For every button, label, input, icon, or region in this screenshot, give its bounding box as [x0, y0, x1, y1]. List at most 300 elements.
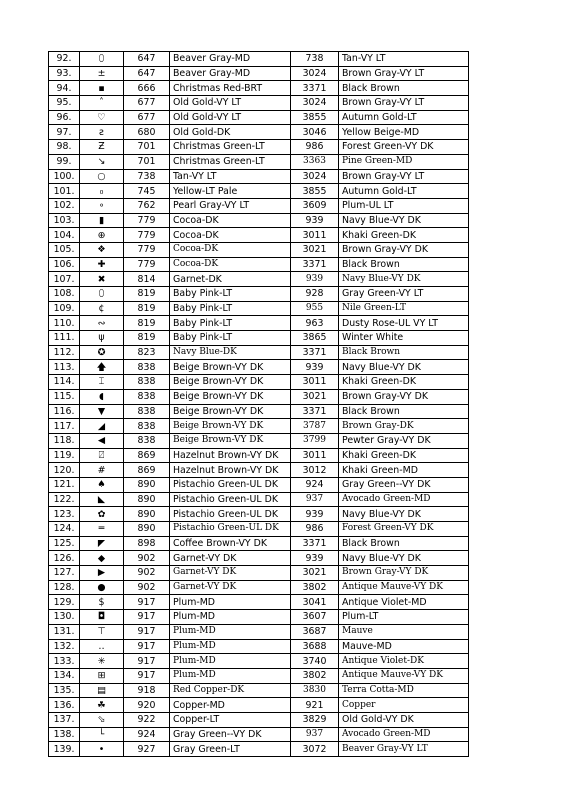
- table-row: [49, 698, 469, 713]
- table-row: [49, 213, 469, 228]
- row-number: 100.: [49, 169, 80, 184]
- secondary-color-code: 3021: [291, 242, 339, 257]
- secondary-color-name: Winter White: [339, 331, 469, 346]
- pattern-symbol: ∾: [80, 316, 124, 331]
- row-number: 105.: [49, 242, 80, 257]
- table-body: [49, 52, 469, 757]
- table-row: [49, 448, 469, 463]
- primary-color-name: Copper-LT: [170, 712, 291, 727]
- primary-color-name: Old Gold-VY LT: [170, 110, 291, 125]
- primary-color-name: Beige Brown-VY DK: [170, 375, 291, 390]
- row-number: 119.: [49, 448, 80, 463]
- primary-color-code: 647: [124, 66, 170, 81]
- secondary-color-name: Copper: [339, 698, 469, 713]
- primary-color-code: 924: [124, 727, 170, 742]
- row-number: 113.: [49, 360, 80, 375]
- table-row: [49, 522, 469, 537]
- secondary-color-code: 3046: [291, 125, 339, 140]
- secondary-color-name: Khaki Green-DK: [339, 448, 469, 463]
- pattern-symbol: ⬂: [80, 712, 124, 727]
- row-number: 138.: [49, 727, 80, 742]
- primary-color-code: 762: [124, 198, 170, 213]
- secondary-color-name: Terra Cotta-MD: [339, 683, 469, 698]
- primary-color-code: 927: [124, 742, 170, 757]
- secondary-color-code: 939: [291, 213, 339, 228]
- pattern-symbol: ‥: [80, 639, 124, 654]
- secondary-color-code: 3688: [291, 639, 339, 654]
- secondary-color-name: Forest Green-VY DK: [339, 522, 469, 537]
- primary-color-name: Hazelnut Brown-VY DK: [170, 463, 291, 478]
- primary-color-code: 701: [124, 140, 170, 155]
- secondary-color-code: 3011: [291, 375, 339, 390]
- table-row: [49, 492, 469, 507]
- secondary-color-name: Mauve: [339, 624, 469, 639]
- row-number: 110.: [49, 316, 80, 331]
- primary-color-code: 869: [124, 448, 170, 463]
- pattern-symbol: ↘: [80, 154, 124, 169]
- primary-color-name: Beige Brown-VY DK: [170, 389, 291, 404]
- row-number: 101.: [49, 184, 80, 199]
- secondary-color-name: Navy Blue-VY DK: [339, 213, 469, 228]
- secondary-color-name: Antique Violet-MD: [339, 595, 469, 610]
- table-row: [49, 125, 469, 140]
- secondary-color-code: 986: [291, 140, 339, 155]
- primary-color-code: 680: [124, 125, 170, 140]
- pattern-symbol: ˄: [80, 96, 124, 111]
- table-row: [49, 257, 469, 272]
- primary-color-code: 819: [124, 301, 170, 316]
- table-row: [49, 639, 469, 654]
- secondary-color-code: 3865: [291, 331, 339, 346]
- secondary-color-name: Plum-LT: [339, 610, 469, 625]
- secondary-color-code: 3024: [291, 66, 339, 81]
- primary-color-code: 738: [124, 169, 170, 184]
- pattern-symbol: ☘: [80, 698, 124, 713]
- table-row: [49, 331, 469, 346]
- primary-color-code: 898: [124, 536, 170, 551]
- secondary-color-code: 3799: [291, 433, 339, 448]
- primary-color-code: 920: [124, 698, 170, 713]
- secondary-color-code: 921: [291, 698, 339, 713]
- primary-color-name: Plum-MD: [170, 595, 291, 610]
- secondary-color-code: 928: [291, 287, 339, 302]
- primary-color-name: Red Copper-DK: [170, 683, 291, 698]
- primary-color-name: Plum-MD: [170, 624, 291, 639]
- secondary-color-name: Navy Blue-VY DK: [339, 272, 469, 287]
- primary-color-name: Beige Brown-VY DK: [170, 419, 291, 434]
- row-number: 96.: [49, 110, 80, 125]
- primary-color-code: 918: [124, 683, 170, 698]
- primary-color-name: Coffee Brown-VY DK: [170, 536, 291, 551]
- table-row: [49, 668, 469, 683]
- primary-color-code: 779: [124, 242, 170, 257]
- table-row: [49, 507, 469, 522]
- secondary-color-name: Brown Gray-VY LT: [339, 96, 469, 111]
- secondary-color-name: Brown Gray-VY DK: [339, 242, 469, 257]
- primary-color-name: Cocoa-DK: [170, 228, 291, 243]
- pattern-symbol: ═: [80, 522, 124, 537]
- row-number: 106.: [49, 257, 80, 272]
- primary-color-name: Beige Brown-VY DK: [170, 360, 291, 375]
- secondary-color-code: 3829: [291, 712, 339, 727]
- pattern-symbol: ✿: [80, 507, 124, 522]
- table-row: [49, 140, 469, 155]
- primary-color-code: 917: [124, 654, 170, 669]
- primary-color-name: Garnet-DK: [170, 272, 291, 287]
- secondary-color-code: 3787: [291, 419, 339, 434]
- secondary-color-name: Forest Green-VY DK: [339, 140, 469, 155]
- table-row: [49, 595, 469, 610]
- primary-color-name: Beaver Gray-MD: [170, 66, 291, 81]
- pattern-symbol: ▤: [80, 683, 124, 698]
- primary-color-name: Pistachio Green-UL DK: [170, 477, 291, 492]
- pattern-symbol: ◀: [80, 433, 124, 448]
- primary-color-code: 917: [124, 624, 170, 639]
- primary-color-code: 838: [124, 360, 170, 375]
- pattern-symbol: ±: [80, 66, 124, 81]
- secondary-color-code: 738: [291, 52, 339, 67]
- row-number: 115.: [49, 389, 80, 404]
- pattern-symbol: ◆: [80, 551, 124, 566]
- primary-color-name: Hazelnut Brown-VY DK: [170, 448, 291, 463]
- row-number: 102.: [49, 198, 80, 213]
- secondary-color-name: Avocado Green-MD: [339, 492, 469, 507]
- primary-color-name: Old Gold-DK: [170, 125, 291, 140]
- table-row: [49, 683, 469, 698]
- secondary-color-name: Old Gold-VY DK: [339, 712, 469, 727]
- pattern-symbol: ◖: [80, 389, 124, 404]
- secondary-color-code: 3371: [291, 81, 339, 96]
- table-row: [49, 154, 469, 169]
- primary-color-name: Baby Pink-LT: [170, 316, 291, 331]
- secondary-color-code: 3371: [291, 536, 339, 551]
- secondary-color-name: Brown Gray-VY DK: [339, 389, 469, 404]
- primary-color-code: 869: [124, 463, 170, 478]
- primary-color-name: Christmas Green-LT: [170, 140, 291, 155]
- secondary-color-name: Mauve-MD: [339, 639, 469, 654]
- row-number: 109.: [49, 301, 80, 316]
- row-number: 127.: [49, 566, 80, 581]
- secondary-color-name: Antique Violet-DK: [339, 654, 469, 669]
- row-number: 131.: [49, 624, 80, 639]
- primary-color-name: Cocoa-DK: [170, 257, 291, 272]
- table-row: [49, 477, 469, 492]
- primary-color-code: 819: [124, 331, 170, 346]
- secondary-color-name: Black Brown: [339, 345, 469, 360]
- primary-color-code: 779: [124, 228, 170, 243]
- secondary-color-code: 3072: [291, 742, 339, 757]
- primary-color-name: Garnet-VY DK: [170, 551, 291, 566]
- pattern-symbol: ♠: [80, 477, 124, 492]
- secondary-color-code: 963: [291, 316, 339, 331]
- pattern-symbol: ψ: [80, 331, 124, 346]
- table-row: [49, 404, 469, 419]
- pattern-symbol: ◢: [80, 419, 124, 434]
- primary-color-code: 838: [124, 419, 170, 434]
- table-row: [49, 66, 469, 81]
- table-row: [49, 81, 469, 96]
- primary-color-code: 779: [124, 257, 170, 272]
- pattern-symbol: ◤: [80, 536, 124, 551]
- secondary-color-name: Black Brown: [339, 536, 469, 551]
- pattern-symbol: 🡅: [80, 360, 124, 375]
- row-number: 118.: [49, 433, 80, 448]
- table-row: [49, 624, 469, 639]
- table-row: [49, 536, 469, 551]
- table-row: [49, 316, 469, 331]
- secondary-color-name: Black Brown: [339, 404, 469, 419]
- secondary-color-code: 937: [291, 727, 339, 742]
- pattern-symbol: ●: [80, 580, 124, 595]
- primary-color-name: Beaver Gray-MD: [170, 52, 291, 67]
- primary-color-name: Pearl Gray-VY LT: [170, 198, 291, 213]
- primary-color-code: 917: [124, 668, 170, 683]
- row-number: 94.: [49, 81, 80, 96]
- secondary-color-code: 986: [291, 522, 339, 537]
- primary-color-code: 838: [124, 375, 170, 390]
- pattern-symbol: ✪: [80, 345, 124, 360]
- primary-color-name: Cocoa-DK: [170, 213, 291, 228]
- row-number: 121.: [49, 477, 80, 492]
- primary-color-name: Christmas Red-BRT: [170, 81, 291, 96]
- pattern-symbol: ❖: [80, 242, 124, 257]
- table-row: [49, 742, 469, 757]
- table-row: [49, 419, 469, 434]
- primary-color-name: Gray Green-LT: [170, 742, 291, 757]
- primary-color-code: 666: [124, 81, 170, 96]
- primary-color-code: 890: [124, 522, 170, 537]
- row-number: 116.: [49, 404, 80, 419]
- secondary-color-name: Khaki Green-DK: [339, 228, 469, 243]
- secondary-color-name: Khaki Green-MD: [339, 463, 469, 478]
- secondary-color-name: Beaver Gray-VY LT: [339, 742, 469, 757]
- primary-color-name: Christmas Green-LT: [170, 154, 291, 169]
- secondary-color-name: Autumn Gold-LT: [339, 184, 469, 199]
- secondary-color-code: 3041: [291, 595, 339, 610]
- row-number: 112.: [49, 345, 80, 360]
- row-number: 98.: [49, 140, 80, 155]
- pattern-symbol: Ƶ: [80, 140, 124, 155]
- table-row: [49, 345, 469, 360]
- primary-color-name: Baby Pink-LT: [170, 331, 291, 346]
- pattern-symbol: ▶: [80, 566, 124, 581]
- primary-color-code: 745: [124, 184, 170, 199]
- row-number: 108.: [49, 287, 80, 302]
- primary-color-name: Pistachio Green-UL DK: [170, 507, 291, 522]
- primary-color-code: 701: [124, 154, 170, 169]
- table-row: [49, 287, 469, 302]
- secondary-color-code: 3012: [291, 463, 339, 478]
- row-number: 134.: [49, 668, 80, 683]
- pattern-symbol: ⬯: [80, 287, 124, 302]
- pattern-symbol: ∘: [80, 198, 124, 213]
- secondary-color-code: 3607: [291, 610, 339, 625]
- primary-color-code: 917: [124, 610, 170, 625]
- secondary-color-name: Black Brown: [339, 81, 469, 96]
- secondary-color-name: Navy Blue-VY DK: [339, 551, 469, 566]
- row-number: 132.: [49, 639, 80, 654]
- secondary-color-code: 955: [291, 301, 339, 316]
- primary-color-name: Gray Green--VY DK: [170, 727, 291, 742]
- row-number: 124.: [49, 522, 80, 537]
- pattern-symbol: ○: [80, 169, 124, 184]
- primary-color-code: 819: [124, 316, 170, 331]
- primary-color-code: 647: [124, 52, 170, 67]
- pattern-symbol: ƨ: [80, 125, 124, 140]
- secondary-color-name: Tan-VY LT: [339, 52, 469, 67]
- secondary-color-code: 939: [291, 507, 339, 522]
- pattern-symbol: ◘: [80, 610, 124, 625]
- color-key-table: [48, 51, 469, 757]
- primary-color-name: Plum-MD: [170, 668, 291, 683]
- secondary-color-code: 3855: [291, 110, 339, 125]
- secondary-color-code: 3855: [291, 184, 339, 199]
- row-number: 126.: [49, 551, 80, 566]
- row-number: 97.: [49, 125, 80, 140]
- secondary-color-name: Black Brown: [339, 257, 469, 272]
- primary-color-code: 819: [124, 287, 170, 302]
- table-row: [49, 551, 469, 566]
- secondary-color-name: Nile Green-LT: [339, 301, 469, 316]
- pattern-symbol: ⌶: [80, 375, 124, 390]
- table-row: [49, 96, 469, 111]
- primary-color-name: Plum-MD: [170, 639, 291, 654]
- secondary-color-name: Gray Green-VY LT: [339, 287, 469, 302]
- primary-color-name: Garnet-VY DK: [170, 580, 291, 595]
- primary-color-code: 917: [124, 595, 170, 610]
- secondary-color-code: 3740: [291, 654, 339, 669]
- table-row: [49, 654, 469, 669]
- table-row: [49, 463, 469, 478]
- pattern-symbol: ▮: [80, 213, 124, 228]
- pattern-symbol: ✖: [80, 272, 124, 287]
- secondary-color-code: 939: [291, 272, 339, 287]
- secondary-color-code: 3802: [291, 668, 339, 683]
- row-number: 128.: [49, 580, 80, 595]
- primary-color-code: 838: [124, 389, 170, 404]
- row-number: 135.: [49, 683, 80, 698]
- pattern-symbol: ▼: [80, 404, 124, 419]
- secondary-color-name: Pewter Gray-VY DK: [339, 433, 469, 448]
- row-number: 123.: [49, 507, 80, 522]
- primary-color-code: 902: [124, 580, 170, 595]
- secondary-color-code: 3687: [291, 624, 339, 639]
- primary-color-name: Pistachio Green-UL DK: [170, 522, 291, 537]
- secondary-color-code: 3024: [291, 169, 339, 184]
- primary-color-name: Copper-MD: [170, 698, 291, 713]
- secondary-color-code: 924: [291, 477, 339, 492]
- table-row: [49, 712, 469, 727]
- table-row: [49, 433, 469, 448]
- pattern-symbol: ◣: [80, 492, 124, 507]
- row-number: 107.: [49, 272, 80, 287]
- row-number: 122.: [49, 492, 80, 507]
- primary-color-code: 823: [124, 345, 170, 360]
- secondary-color-code: 3011: [291, 228, 339, 243]
- secondary-color-name: Plum-UL LT: [339, 198, 469, 213]
- secondary-color-code: 3363: [291, 154, 339, 169]
- primary-color-name: Cocoa-DK: [170, 242, 291, 257]
- row-number: 114.: [49, 375, 80, 390]
- pattern-symbol: ⊞: [80, 668, 124, 683]
- secondary-color-code: 3802: [291, 580, 339, 595]
- row-number: 93.: [49, 66, 80, 81]
- secondary-color-name: Antique Mauve-VY DK: [339, 668, 469, 683]
- secondary-color-name: Autumn Gold-LT: [339, 110, 469, 125]
- secondary-color-code: 3371: [291, 345, 339, 360]
- primary-color-code: 922: [124, 712, 170, 727]
- primary-color-name: Beige Brown-VY DK: [170, 433, 291, 448]
- secondary-color-code: 939: [291, 551, 339, 566]
- row-number: 125.: [49, 536, 80, 551]
- primary-color-code: 838: [124, 433, 170, 448]
- table-row: [49, 169, 469, 184]
- primary-color-code: 890: [124, 477, 170, 492]
- row-number: 120.: [49, 463, 80, 478]
- row-number: 104.: [49, 228, 80, 243]
- table-row: [49, 389, 469, 404]
- primary-color-name: Baby Pink-LT: [170, 301, 291, 316]
- primary-color-name: Beige Brown-VY DK: [170, 404, 291, 419]
- primary-color-name: Navy Blue-DK: [170, 345, 291, 360]
- secondary-color-name: Dusty Rose-UL VY LT: [339, 316, 469, 331]
- row-number: 130.: [49, 610, 80, 625]
- row-number: 103.: [49, 213, 80, 228]
- table-row: [49, 375, 469, 390]
- secondary-color-code: 939: [291, 360, 339, 375]
- pattern-symbol: ✳: [80, 654, 124, 669]
- pattern-symbol: ✚: [80, 257, 124, 272]
- primary-color-name: Plum-MD: [170, 610, 291, 625]
- primary-color-code: 814: [124, 272, 170, 287]
- table-row: [49, 610, 469, 625]
- pattern-symbol: ⊕: [80, 228, 124, 243]
- secondary-color-code: 3609: [291, 198, 339, 213]
- row-number: 99.: [49, 154, 80, 169]
- pattern-symbol: ₀: [80, 184, 124, 199]
- secondary-color-name: Gray Green--VY DK: [339, 477, 469, 492]
- secondary-color-code: 3021: [291, 389, 339, 404]
- secondary-color-code: 3011: [291, 448, 339, 463]
- row-number: 133.: [49, 654, 80, 669]
- secondary-color-name: Navy Blue-VY DK: [339, 360, 469, 375]
- secondary-color-code: 3371: [291, 257, 339, 272]
- primary-color-code: 838: [124, 404, 170, 419]
- row-number: 95.: [49, 96, 80, 111]
- pattern-symbol: $: [80, 595, 124, 610]
- pattern-symbol: •: [80, 742, 124, 757]
- pattern-symbol: #: [80, 463, 124, 478]
- secondary-color-code: 3021: [291, 566, 339, 581]
- primary-color-code: 677: [124, 96, 170, 111]
- primary-color-name: Garnet-VY DK: [170, 566, 291, 581]
- primary-color-name: Pistachio Green-UL DK: [170, 492, 291, 507]
- secondary-color-code: 3830: [291, 683, 339, 698]
- row-number: 117.: [49, 419, 80, 434]
- primary-color-code: 779: [124, 213, 170, 228]
- table-row: [49, 272, 469, 287]
- table-row: [49, 727, 469, 742]
- table-row: [49, 228, 469, 243]
- primary-color-code: 677: [124, 110, 170, 125]
- secondary-color-name: Avocado Green-MD: [339, 727, 469, 742]
- secondary-color-name: Khaki Green-DK: [339, 375, 469, 390]
- secondary-color-code: 3024: [291, 96, 339, 111]
- row-number: 92.: [49, 52, 80, 67]
- primary-color-code: 890: [124, 492, 170, 507]
- primary-color-name: Plum-MD: [170, 654, 291, 669]
- table-row: [49, 360, 469, 375]
